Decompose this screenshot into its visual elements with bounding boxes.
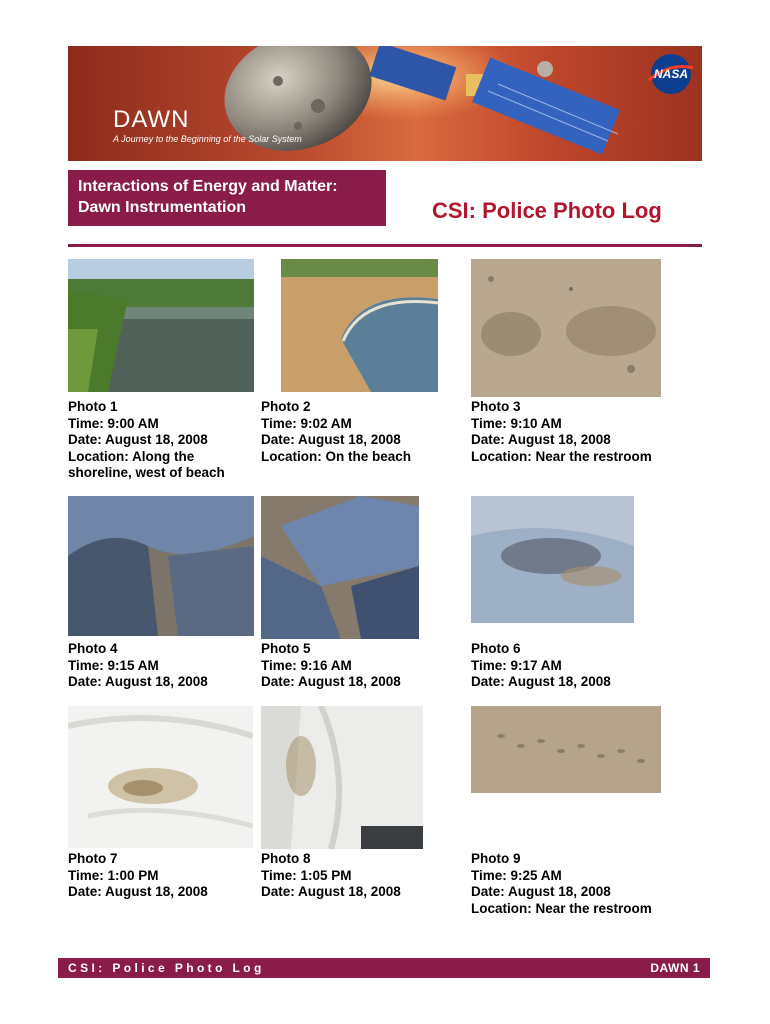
photo-4-label: Photo 4 [68, 641, 118, 656]
page-footer [58, 958, 710, 978]
photo-3-location: Location: Near the restroom [471, 448, 652, 464]
photo-9-image [471, 706, 661, 793]
page-title: CSI: Police Photo Log [432, 198, 662, 223]
photo-1-location: Location: Along the [68, 448, 195, 464]
topic-line-2: Dawn Instrumentation [78, 199, 247, 216]
photo-6-date: Date: August 18, 2008 [471, 674, 611, 689]
topic-box [68, 170, 386, 226]
photo-3-caption [471, 399, 671, 465]
photo-3-time: Time: 9:10 AM [471, 415, 562, 431]
photo-9-date: Date: August 18, 2008 [471, 884, 611, 899]
photo-1-time: Time: 9:00 AM [68, 415, 159, 431]
photo-5-label: Photo 5 [261, 641, 311, 656]
photo-2-image [281, 259, 438, 392]
dawn-banner [68, 46, 702, 161]
photo-1-image [68, 259, 254, 392]
photo-5-caption [261, 641, 461, 691]
photo-9-time: Time: 9:25 AM [471, 867, 562, 883]
photo-1-label: Photo 1 [68, 399, 118, 414]
photo-6-image [471, 496, 634, 623]
photo-6-caption [471, 641, 671, 691]
photo-1-date: Date: August 18, 2008 [68, 432, 208, 447]
photo-2-label: Photo 2 [261, 399, 311, 414]
photo-5-date: Date: August 18, 2008 [261, 674, 401, 689]
banner-title: DAWN [113, 106, 190, 133]
photo-8-caption [261, 851, 461, 901]
photo-3-date: Date: August 18, 2008 [471, 432, 611, 447]
photo-1-caption [68, 399, 268, 482]
photo-2-time: Time: 9:02 AM [261, 415, 352, 431]
nasa-logo-text: NASA [653, 67, 689, 81]
photo-4-image [68, 496, 254, 636]
topic-line-1: Interactions of Energy and Matter: [78, 178, 338, 195]
photo-4-caption [68, 641, 268, 691]
photo-8-time: Time: 1:05 PM [261, 867, 352, 883]
footer-title: CSI: Police Photo Log [68, 961, 265, 975]
photo-9-caption [471, 851, 671, 917]
photo-9-location: Location: Near the restroom [471, 900, 652, 916]
photo-7-time: Time: 1:00 PM [68, 867, 159, 883]
photo-8-label: Photo 8 [261, 851, 311, 866]
photo-8-image [261, 706, 423, 849]
photo-4-time: Time: 9:15 AM [68, 657, 159, 673]
photo-2-date: Date: August 18, 2008 [261, 432, 401, 447]
photo-2-location: Location: On the beach [261, 448, 412, 464]
photo-3-image [471, 259, 661, 397]
photo-7-caption [68, 851, 268, 901]
photo-2-caption [261, 399, 461, 465]
banner-subtitle: A Journey to the Beginning of the Solar System [113, 134, 302, 144]
photo-7-image [68, 706, 253, 848]
footer-page-number: DAWN 1 [650, 961, 700, 975]
photo-6-label: Photo 6 [471, 641, 521, 656]
header-divider [68, 244, 702, 247]
photo-5-image [261, 496, 419, 639]
photo-3-label: Photo 3 [471, 399, 521, 414]
photo-7-date: Date: August 18, 2008 [68, 884, 208, 899]
photo-4-date: Date: August 18, 2008 [68, 674, 208, 689]
nasa-logo-icon [645, 52, 697, 96]
photo-1-location-cont: shoreline, west of beach [68, 465, 225, 480]
photo-9-label: Photo 9 [471, 851, 521, 866]
photo-6-time: Time: 9:17 AM [471, 657, 562, 673]
photo-8-date: Date: August 18, 2008 [261, 884, 401, 899]
photo-5-time: Time: 9:16 AM [261, 657, 352, 673]
photo-7-label: Photo 7 [68, 851, 118, 866]
